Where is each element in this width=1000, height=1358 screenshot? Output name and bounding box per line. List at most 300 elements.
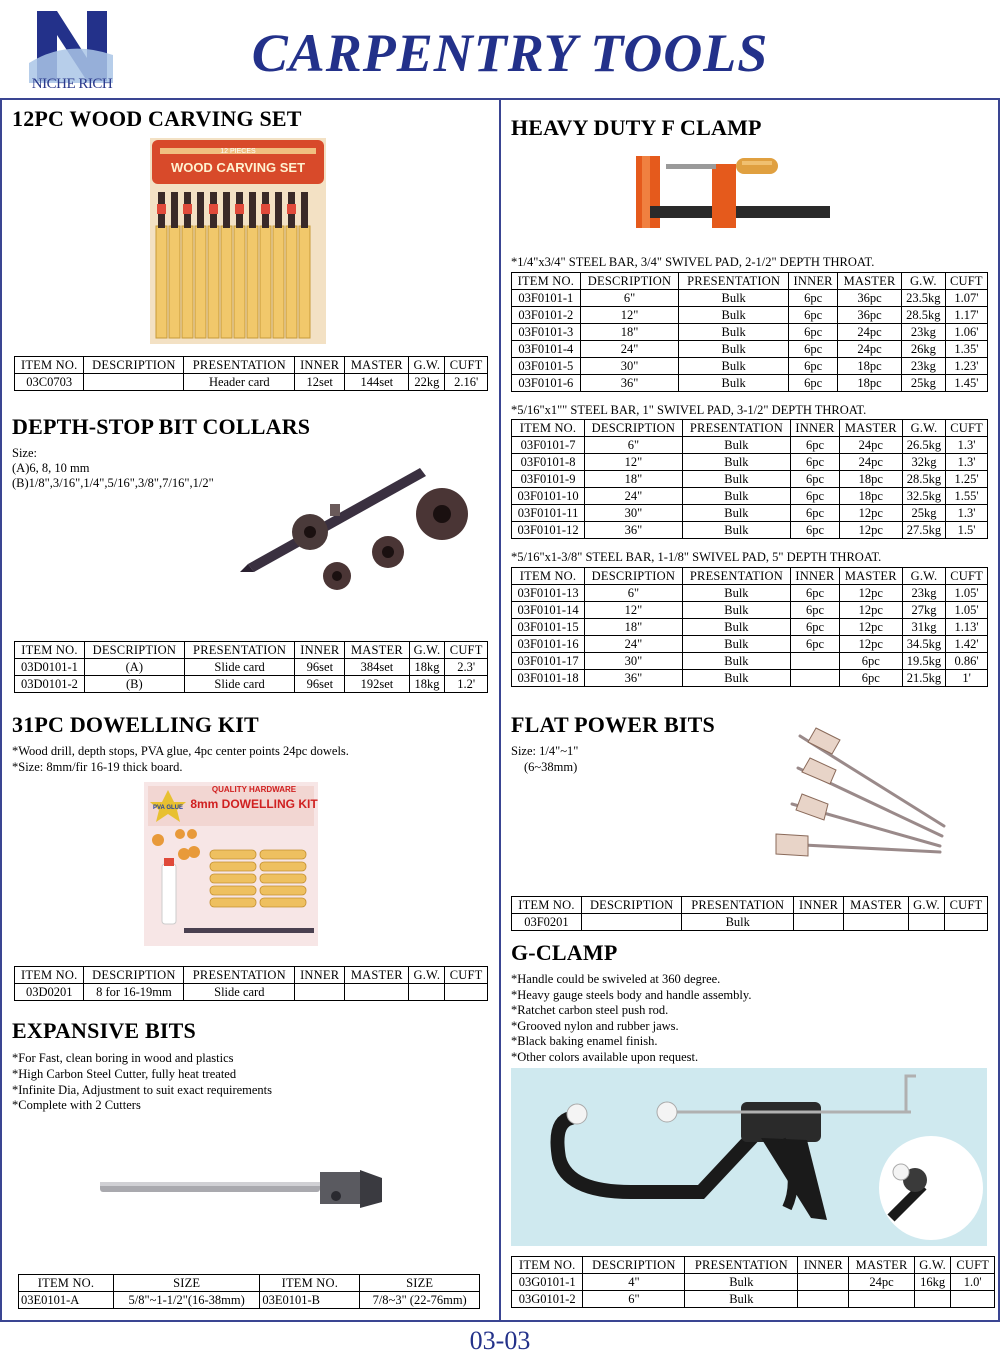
table-header-cell: DESCRIPTION — [84, 642, 184, 659]
table-cell: 16kg — [914, 1274, 951, 1291]
table-cell: 36" — [585, 522, 683, 539]
table-row — [512, 1274, 995, 1291]
table-row — [512, 914, 988, 931]
table-cell: 30" — [585, 505, 683, 522]
gclamp-line-6: *Other colors available upon request. — [511, 1050, 699, 1064]
table-header-row — [512, 568, 988, 585]
table-cell: 6pc — [839, 670, 902, 687]
table-cell: 1.05' — [946, 585, 988, 602]
table-cell: 03F0101-6 — [512, 375, 581, 392]
table-cell: 18kg — [409, 676, 445, 693]
table-cell: 7/8~3" (22-76mm) — [360, 1292, 480, 1309]
table-cell: 23kg — [901, 358, 945, 375]
table-cell: 12pc — [839, 602, 902, 619]
table-cell: 03F0101-8 — [512, 454, 585, 471]
table-cell: 1.25' — [946, 471, 988, 488]
table-cell: 18" — [585, 619, 683, 636]
table-row — [19, 1292, 480, 1309]
table-cell: Bulk — [679, 307, 789, 324]
table-cell: 36" — [580, 375, 679, 392]
table-cell: 1.45' — [945, 375, 987, 392]
table-cell: 6pc — [791, 505, 840, 522]
table-cell: Bulk — [682, 505, 790, 522]
table-cell: 03E0101-B — [260, 1292, 360, 1309]
dowel-table — [14, 966, 488, 1001]
table-cell: Bulk — [679, 324, 789, 341]
table-header-cell: CUFT — [445, 967, 488, 984]
gclamp-line-1: *Handle could be swiveled at 360 degree. — [511, 972, 721, 986]
table-header-cell: INNER — [295, 642, 345, 659]
table-cell: 12pc — [839, 619, 902, 636]
table-cell — [951, 1291, 995, 1308]
table-cell: 6pc — [788, 307, 837, 324]
table-row — [512, 341, 988, 358]
table-cell — [345, 984, 409, 1001]
table-cell: Bulk — [682, 437, 790, 454]
table-cell: 6pc — [791, 602, 840, 619]
depth-size-label: Size: — [12, 446, 37, 460]
table-cell: 03F0101-13 — [512, 585, 585, 602]
table-header-cell: PRESENTATION — [184, 357, 295, 374]
table-header-row — [512, 1257, 995, 1274]
fclamp-title: HEAVY DUTY F CLAMP — [511, 115, 762, 140]
table-cell: Header card — [184, 374, 295, 391]
table-cell: Bulk — [682, 488, 790, 505]
table-header-row — [512, 273, 988, 290]
table-cell — [849, 1291, 915, 1308]
table-cell: 24" — [580, 341, 679, 358]
fclamp-note-3: *5/16"x1-3/8" STEEL BAR, 1-1/8" SWIVEL PAD, 5" DEPTH THROAT. — [511, 550, 882, 564]
table-cell: 03F0101-2 — [512, 307, 581, 324]
table-row — [512, 290, 988, 307]
table-cell — [908, 914, 944, 931]
table-cell: 36pc — [838, 290, 902, 307]
table-cell: 1.05' — [946, 602, 988, 619]
table-cell: 28.5kg — [902, 471, 945, 488]
table-cell: 36pc — [838, 307, 902, 324]
table-cell: Bulk — [685, 1291, 798, 1308]
table-cell: 1' — [946, 670, 988, 687]
table-cell: 12set — [295, 374, 345, 391]
table-header-row — [15, 642, 488, 659]
gclamp-line-2: *Heavy gauge steels body and handle assembly. — [511, 988, 752, 1002]
table-header-cell: INNER — [793, 897, 843, 914]
table-cell: 25kg — [902, 505, 945, 522]
table-cell: 8 for 16-19mm — [84, 984, 184, 1001]
table-header-cell: MASTER — [849, 1257, 915, 1274]
table-row — [512, 653, 988, 670]
table-header-cell: INNER — [788, 273, 837, 290]
dowel-line-1: *Wood drill, depth stops, PVA glue, 4pc center points 24pc dowels. — [12, 744, 349, 758]
table-cell — [295, 984, 345, 1001]
table-header-row — [15, 357, 488, 374]
table-cell: Bulk — [682, 636, 790, 653]
table-cell: 0.86' — [946, 653, 988, 670]
fclamp-note-2: *5/16"x1"" STEEL BAR, 1" SWIVEL PAD, 3-1/2" DEPTH THROAT. — [511, 403, 867, 417]
expansive-bit-image — [98, 1162, 388, 1222]
table-cell: 23.5kg — [901, 290, 945, 307]
table-header-cell: G.W. — [409, 357, 445, 374]
table-cell: 12" — [580, 307, 679, 324]
table-header-cell: DESCRIPTION — [585, 420, 683, 437]
table-cell: 18" — [585, 471, 683, 488]
table-header-cell: PRESENTATION — [184, 642, 295, 659]
table-row — [15, 676, 488, 693]
table-header-cell: G.W. — [901, 273, 945, 290]
table-row — [512, 505, 988, 522]
gclamp-line-3: *Ratchet carbon steel push rod. — [511, 1003, 669, 1017]
table-cell: 24pc — [839, 437, 902, 454]
table-header-row — [512, 897, 988, 914]
table-header-cell: ITEM NO. — [15, 357, 84, 374]
table-cell: 1.06' — [945, 324, 987, 341]
table-header-cell: ITEM NO. — [512, 420, 585, 437]
dowelling-kit-image — [144, 782, 318, 946]
depth-size-b: (B)1/8",3/16",1/4",5/16",3/8",7/16",1/2" — [12, 476, 214, 490]
table-cell: 03D0101-1 — [15, 659, 85, 676]
fclamp-note-1: *1/4"x3/4" STEEL BAR, 3/4" SWIVEL PAD, 2-1/2" DEPTH THROAT. — [511, 255, 875, 269]
table-cell: 1.3' — [946, 505, 988, 522]
table-cell: 03F0101-12 — [512, 522, 585, 539]
table-header-cell: PRESENTATION — [682, 420, 790, 437]
table-header-row — [15, 967, 488, 984]
table-cell: 18pc — [838, 375, 902, 392]
fclamp-table-2 — [511, 419, 988, 539]
table-cell — [793, 914, 843, 931]
table-header-cell: G.W. — [409, 642, 445, 659]
table-cell: Bulk — [682, 471, 790, 488]
table-cell: 6pc — [791, 488, 840, 505]
table-header-cell: G.W. — [409, 967, 445, 984]
table-row — [15, 984, 488, 1001]
table-cell: 03F0101-15 — [512, 619, 585, 636]
table-cell: 1.13' — [946, 619, 988, 636]
table-cell: 12pc — [839, 522, 902, 539]
table-header-cell: PRESENTATION — [184, 967, 295, 984]
table-cell: Slide card — [184, 659, 295, 676]
frame-bottom-line — [0, 1320, 1000, 1322]
table-cell — [844, 914, 909, 931]
table-cell: 6pc — [839, 653, 902, 670]
table-cell — [791, 670, 840, 687]
table-cell: 21.5kg — [902, 670, 945, 687]
depth-title: DEPTH-STOP BIT COLLARS — [12, 414, 311, 439]
carving-image-label: WOOD CARVING SET — [170, 160, 306, 175]
table-cell: 03F0101-17 — [512, 653, 585, 670]
table-cell — [581, 914, 682, 931]
wood-carving-set-image — [150, 138, 326, 344]
table-cell: 1.17' — [945, 307, 987, 324]
table-cell: 03F0101-10 — [512, 488, 585, 505]
table-header-cell: CUFT — [445, 357, 488, 374]
table-cell: 5/8"~1-1/2"(16-38mm) — [114, 1292, 260, 1309]
flat-size-line: Size: 1/4"~1" — [511, 744, 579, 758]
table-cell: 18kg — [409, 659, 445, 676]
table-cell — [945, 914, 988, 931]
table-cell: 1.3' — [946, 454, 988, 471]
table-cell: 6pc — [788, 375, 837, 392]
table-header-cell: ITEM NO. — [19, 1275, 114, 1292]
table-cell: 144set — [345, 374, 409, 391]
depth-stop-collars-image — [240, 460, 470, 600]
dowel-title: 31PC DOWELLING KIT — [12, 712, 259, 737]
flat-title: FLAT POWER BITS — [511, 712, 715, 737]
table-cell — [798, 1274, 849, 1291]
table-header-cell: G.W. — [914, 1257, 951, 1274]
gclamp-title: G-CLAMP — [511, 940, 618, 965]
table-cell: 12" — [585, 602, 683, 619]
table-header-cell: MASTER — [345, 357, 409, 374]
table-cell: 03F0101-11 — [512, 505, 585, 522]
table-header-cell: ITEM NO. — [15, 967, 84, 984]
table-row — [512, 602, 988, 619]
table-cell: Bulk — [682, 619, 790, 636]
table-cell: 6pc — [791, 619, 840, 636]
table-cell: Bulk — [685, 1274, 798, 1291]
table-cell: 03F0101-9 — [512, 471, 585, 488]
table-cell: Bulk — [679, 341, 789, 358]
table-cell: 1.3' — [946, 437, 988, 454]
table-header-cell: DESCRIPTION — [84, 357, 184, 374]
table-cell: 1.23' — [945, 358, 987, 375]
frame-left-line — [0, 100, 2, 1322]
table-cell: 03F0101-14 — [512, 602, 585, 619]
table-cell: Bulk — [682, 585, 790, 602]
table-cell: 18pc — [839, 471, 902, 488]
table-cell: Bulk — [682, 670, 790, 687]
table-cell: 26.5kg — [902, 437, 945, 454]
table-cell: 384set — [345, 659, 409, 676]
table-header-cell: MASTER — [839, 568, 902, 585]
fclamp-table-3 — [511, 567, 988, 687]
table-header-cell: G.W. — [902, 568, 945, 585]
page-title: CARPENTRY TOOLS — [251, 23, 769, 83]
table-cell: Slide card — [184, 984, 295, 1001]
table-cell: 1.2' — [445, 676, 488, 693]
table-cell: 192set — [345, 676, 409, 693]
table-cell: 32kg — [902, 454, 945, 471]
table-header-cell: INNER — [798, 1257, 849, 1274]
table-cell: 03F0101-1 — [512, 290, 581, 307]
table-row — [512, 522, 988, 539]
table-cell: 28.5kg — [901, 307, 945, 324]
table-cell — [914, 1291, 951, 1308]
table-row — [15, 659, 488, 676]
table-cell: 1.42' — [946, 636, 988, 653]
table-cell: 96set — [295, 676, 345, 693]
depth-table — [14, 641, 488, 693]
table-cell: 03F0101-7 — [512, 437, 585, 454]
table-row — [512, 619, 988, 636]
table-cell: 03D0201 — [15, 984, 84, 1001]
carving-title: 12PC WOOD CARVING SET — [12, 106, 302, 131]
table-cell: 1.0' — [951, 1274, 995, 1291]
table-header-cell: MASTER — [839, 420, 902, 437]
dowel-image-top: QUALITY HARDWARE — [211, 785, 297, 794]
table-cell: Bulk — [682, 653, 790, 670]
table-cell: 12pc — [839, 636, 902, 653]
table-header-cell: CUFT — [945, 273, 987, 290]
carving-image-sub: 12 PIECES — [220, 148, 256, 155]
flat-table — [511, 896, 988, 931]
table-cell: 24" — [585, 636, 683, 653]
table-cell: 24pc — [839, 454, 902, 471]
table-cell: 2.16' — [445, 374, 488, 391]
dowel-line-2: *Size: 8mm/fir 16-19 thick board. — [12, 760, 183, 774]
table-header-row — [19, 1275, 480, 1292]
table-header-cell: CUFT — [445, 642, 488, 659]
table-cell: 26kg — [901, 341, 945, 358]
table-row — [512, 471, 988, 488]
fclamp-table-1 — [511, 272, 988, 392]
table-cell: Bulk — [682, 602, 790, 619]
table-cell: 6" — [585, 437, 683, 454]
table-header-cell: G.W. — [902, 420, 945, 437]
table-cell: 6pc — [788, 358, 837, 375]
gclamp-line-4: *Grooved nylon and rubber jaws. — [511, 1019, 679, 1033]
table-header-cell: MASTER — [844, 897, 909, 914]
table-cell: 03F0101-18 — [512, 670, 585, 687]
table-cell: 12pc — [839, 505, 902, 522]
table-cell: 6pc — [788, 290, 837, 307]
table-cell — [798, 1291, 849, 1308]
table-row — [512, 375, 988, 392]
g-clamp-image — [511, 1068, 987, 1246]
table-cell: Bulk — [679, 358, 789, 375]
table-cell: 12" — [585, 454, 683, 471]
table-header-cell: INNER — [295, 357, 345, 374]
table-cell: Bulk — [682, 454, 790, 471]
expansive-line-3: *Infinite Dia, Adjustment to suit exact requirements — [12, 1083, 273, 1097]
table-cell: 6pc — [791, 471, 840, 488]
table-cell: 6" — [585, 585, 683, 602]
table-cell: 25kg — [901, 375, 945, 392]
table-header-cell: DESCRIPTION — [583, 1257, 685, 1274]
table-header-cell: CUFT — [945, 897, 988, 914]
table-header-cell: MASTER — [345, 967, 409, 984]
expansive-line-4: *Complete with 2 Cutters — [12, 1098, 141, 1112]
table-cell: 19.5kg — [902, 653, 945, 670]
table-cell: 03F0101-16 — [512, 636, 585, 653]
table-header-cell: CUFT — [946, 420, 988, 437]
table-row — [512, 437, 988, 454]
table-header-cell: ITEM NO. — [512, 897, 582, 914]
table-row — [512, 454, 988, 471]
table-cell: 1.5' — [946, 522, 988, 539]
table-header-cell: CUFT — [951, 1257, 995, 1274]
table-header-cell: PRESENTATION — [682, 897, 794, 914]
table-cell: 18pc — [838, 358, 902, 375]
table-cell: 24" — [585, 488, 683, 505]
table-cell: 2.3' — [445, 659, 488, 676]
table-cell: Bulk — [679, 290, 789, 307]
expansive-line-2: *High Carbon Steel Cutter, fully heat treated — [12, 1067, 237, 1081]
table-cell: 1.07' — [945, 290, 987, 307]
table-header-cell: DESCRIPTION — [581, 897, 682, 914]
expansive-table — [18, 1274, 480, 1309]
table-header-cell: INNER — [791, 568, 840, 585]
table-row — [512, 358, 988, 375]
table-header-cell: G.W. — [908, 897, 944, 914]
table-header-cell: ITEM NO. — [512, 273, 581, 290]
expansive-title: EXPANSIVE BITS — [12, 1018, 196, 1043]
table-header-cell: ITEM NO. — [15, 642, 85, 659]
table-header-cell: PRESENTATION — [682, 568, 790, 585]
table-cell: Bulk — [679, 375, 789, 392]
table-cell: 03D0101-2 — [15, 676, 85, 693]
frame-center-line — [499, 100, 501, 1322]
table-cell: 03G0101-2 — [512, 1291, 583, 1308]
table-cell: 22kg — [409, 374, 445, 391]
table-cell: 32.5kg — [902, 488, 945, 505]
table-cell: 96set — [295, 659, 345, 676]
table-cell: 03F0101-5 — [512, 358, 581, 375]
table-cell: 03C0703 — [15, 374, 84, 391]
table-header-cell: ITEM NO. — [260, 1275, 360, 1292]
table-cell: 23kg — [902, 585, 945, 602]
table-header-row — [512, 420, 988, 437]
table-cell: 6pc — [791, 585, 840, 602]
page-number: 03-03 — [469, 1326, 531, 1355]
table-cell: 27kg — [902, 602, 945, 619]
expansive-line-1: *For Fast, clean boring in wood and plastics — [12, 1051, 234, 1065]
table-cell: 1.55' — [946, 488, 988, 505]
table-cell: 30" — [580, 358, 679, 375]
table-cell: Slide card — [184, 676, 295, 693]
table-cell — [791, 653, 840, 670]
table-cell — [409, 984, 445, 1001]
table-cell: 24pc — [838, 341, 902, 358]
table-cell: (A) — [84, 659, 184, 676]
carving-table — [14, 356, 488, 391]
table-cell — [84, 374, 184, 391]
table-header-cell: SIZE — [360, 1275, 480, 1292]
table-cell: 31kg — [902, 619, 945, 636]
table-cell: 6pc — [791, 636, 840, 653]
table-cell: 6" — [580, 290, 679, 307]
table-row — [512, 1291, 995, 1308]
table-cell: 6pc — [791, 522, 840, 539]
table-header-cell: PRESENTATION — [685, 1257, 798, 1274]
table-cell: 36" — [585, 670, 683, 687]
table-header-cell: ITEM NO. — [512, 1257, 583, 1274]
table-header-cell: CUFT — [946, 568, 988, 585]
table-header-cell: DESCRIPTION — [84, 967, 184, 984]
table-cell: 1.35' — [945, 341, 987, 358]
table-cell: 03E0101-A — [19, 1292, 114, 1309]
table-cell — [445, 984, 488, 1001]
table-header-cell: ITEM NO. — [512, 568, 585, 585]
gclamp-line-5: *Black baking enamel finish. — [511, 1034, 658, 1048]
logo-text: NICHE RICH — [31, 76, 113, 92]
table-row — [15, 374, 488, 391]
table-header-cell: INNER — [295, 967, 345, 984]
table-cell: 03F0201 — [512, 914, 582, 931]
table-cell: 12pc — [839, 585, 902, 602]
table-cell: 03G0101-1 — [512, 1274, 583, 1291]
table-cell: 03F0101-3 — [512, 324, 581, 341]
flat-metric-line: (6~38mm) — [524, 760, 578, 774]
table-header-cell: SIZE — [114, 1275, 260, 1292]
table-cell: 18" — [580, 324, 679, 341]
table-cell: 23kg — [901, 324, 945, 341]
table-header-cell: INNER — [791, 420, 840, 437]
gclamp-table — [511, 1256, 995, 1308]
table-cell: 6" — [583, 1291, 685, 1308]
table-cell: 30" — [585, 653, 683, 670]
table-cell: 6pc — [788, 324, 837, 341]
table-cell: (B) — [84, 676, 184, 693]
